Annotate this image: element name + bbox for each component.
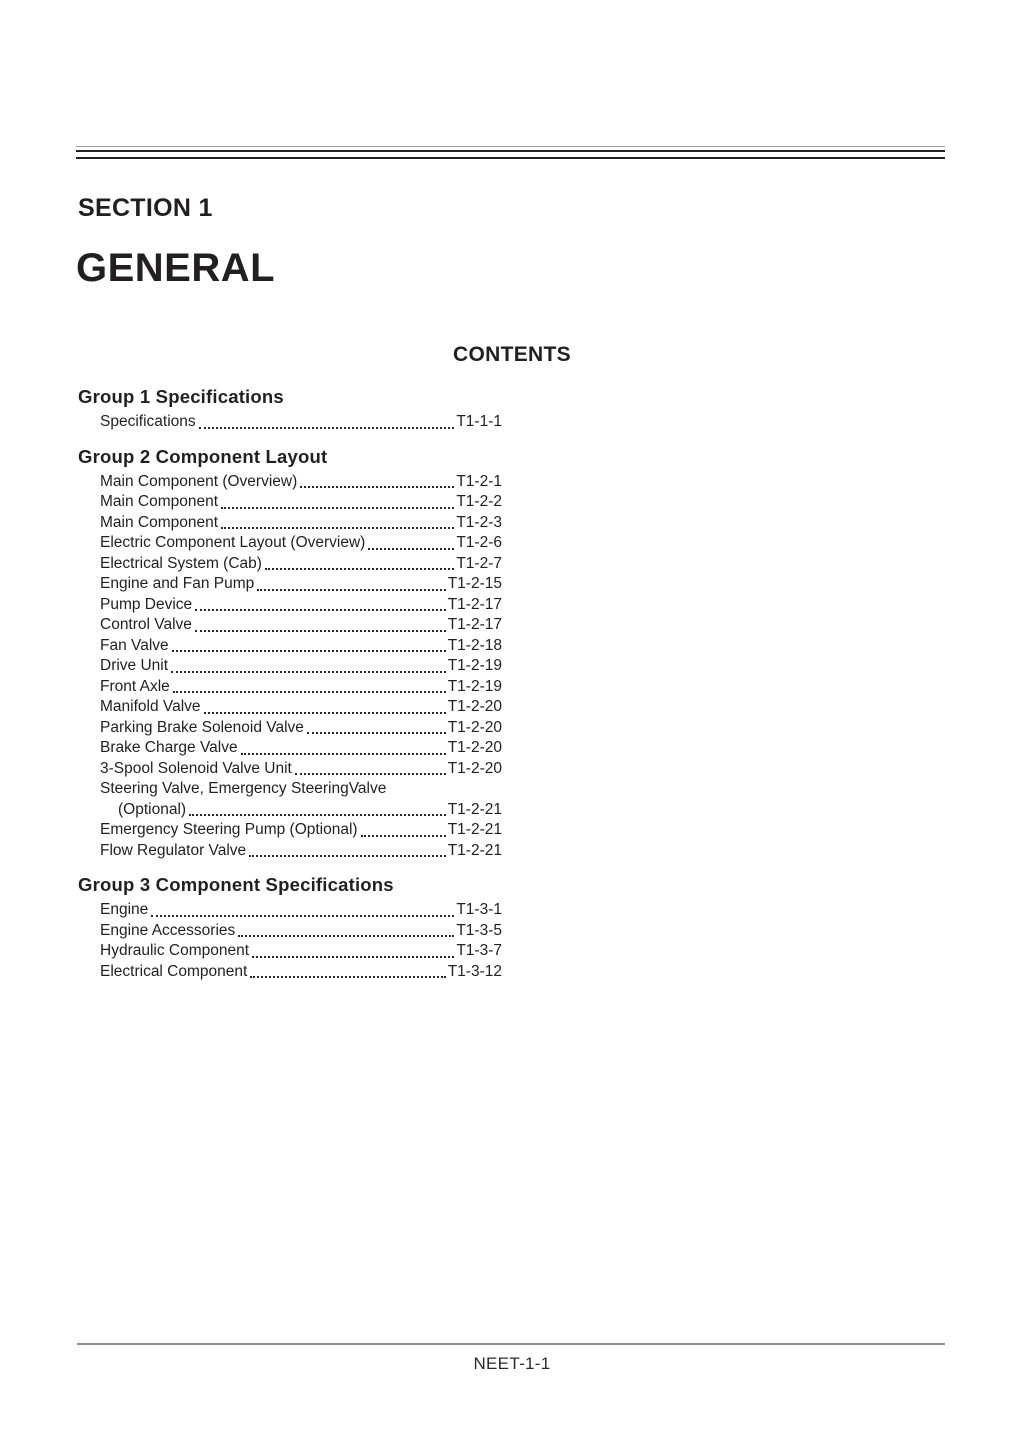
toc-entry (78, 841, 502, 862)
footer-page-code: NEET-1-1 (473, 1354, 551, 1373)
toc-entry (78, 941, 502, 962)
dotted-leader (173, 691, 446, 693)
toc-entry-label: Steering Valve, Emergency SteeringValve (100, 780, 387, 797)
toc-entry (78, 554, 502, 575)
toc-entry-label: Engine (100, 901, 149, 918)
toc-entry-label: Manifold Valve (100, 698, 201, 715)
toc-group (78, 874, 502, 982)
toc-entry (78, 779, 502, 800)
dotted-leader (252, 956, 454, 958)
toc-entry (78, 513, 502, 534)
toc-entry-label: Electric Component Layout (Overview) (100, 534, 366, 551)
toc-entry-label: Electrical System (Cab) (100, 554, 262, 572)
toc-entry-page: T1-2-3 (456, 513, 502, 531)
dotted-leader (195, 630, 446, 632)
table-of-contents (78, 386, 502, 995)
dotted-leader (241, 753, 446, 755)
toc-group-entries (78, 900, 502, 982)
toc-entry-label: Main Component (100, 493, 219, 510)
toc-entry-page: T1-3-5 (456, 921, 502, 939)
toc-group-entries (78, 472, 502, 862)
toc-entry-label: Pump Device (100, 595, 193, 613)
toc-entry-page: T1-3-7 (456, 942, 502, 959)
dotted-leader (250, 976, 445, 978)
toc-entry-page: T1-2-20 (447, 739, 502, 756)
toc-group-heading: Group 1 Specifications (78, 386, 284, 407)
toc-entry-page: T1-2-21 (447, 800, 502, 818)
toc-entry (78, 921, 502, 942)
section-label: SECTION 1 (78, 194, 213, 222)
toc-entry-label: Front Axle (100, 677, 170, 695)
dotted-leader (361, 835, 446, 837)
dotted-leader (300, 486, 454, 488)
toc-entry (78, 800, 502, 821)
toc-entry-page: T1-2-2 (456, 493, 502, 510)
dotted-leader (238, 935, 454, 937)
toc-group-heading: Group 2 Component Layout (78, 445, 328, 467)
header-rule (76, 146, 945, 159)
toc-entry-page: T1-3-1 (456, 901, 502, 918)
toc-entry (78, 738, 502, 759)
toc-entry (78, 759, 502, 780)
toc-entry (78, 492, 502, 513)
dotted-leader (295, 773, 446, 775)
toc-entry (78, 718, 502, 739)
toc-entry-page: T1-2-6 (456, 534, 502, 551)
toc-entry-label: Engine Accessories (100, 921, 236, 939)
toc-entry-label: 3-Spool Solenoid Valve Unit (100, 759, 292, 777)
toc-entry-page: T1-2-20 (447, 718, 502, 736)
toc-entry-page: T1-1-1 (456, 413, 502, 430)
dotted-leader (249, 855, 446, 857)
toc-entry (78, 472, 502, 493)
toc-entry-label: (Optional) (118, 800, 187, 818)
toc-entry-label: Hydraulic Component (100, 942, 250, 959)
toc-entry (78, 412, 502, 433)
toc-entry (78, 656, 502, 677)
toc-entry-label: Main Component (Overview) (100, 472, 298, 490)
toc-entry (78, 820, 502, 841)
toc-entry-label: Specifications (100, 413, 196, 430)
contents-heading: CONTENTS (453, 343, 571, 366)
dotted-leader (195, 609, 446, 611)
toc-entry-label: Drive Unit (100, 657, 169, 674)
toc-entry-page: T1-2-21 (447, 821, 502, 838)
toc-entry-label: Flow Regulator Valve (100, 841, 247, 859)
page-title: GENERAL (76, 246, 276, 290)
toc-entry-page: T1-2-18 (447, 636, 502, 654)
dotted-leader (368, 548, 454, 550)
toc-entry-page: T1-2-1 (456, 472, 502, 490)
dotted-leader (171, 671, 446, 673)
toc-entry (78, 962, 502, 983)
toc-entry (78, 533, 502, 554)
toc-entry-page: T1-2-7 (456, 554, 502, 572)
toc-entry-page: T1-2-20 (447, 698, 502, 715)
dotted-leader (221, 527, 454, 529)
toc-entry (78, 574, 502, 595)
toc-entry-label: Parking Brake Solenoid Valve (100, 718, 304, 736)
dotted-leader (172, 650, 446, 652)
toc-group-entries (78, 412, 502, 433)
header-rule-thick-line (76, 150, 945, 159)
toc-entry (78, 900, 502, 921)
toc-entry-page: T1-2-19 (447, 677, 502, 695)
toc-group-heading: Group 3 Component Specifications (78, 874, 394, 895)
toc-group (78, 446, 502, 862)
toc-entry-label: Fan Valve (100, 636, 169, 654)
toc-entry-label: Control Valve (100, 616, 192, 633)
dotted-leader (204, 712, 446, 714)
toc-entry (78, 595, 502, 616)
toc-entry-page: T1-2-19 (447, 657, 502, 674)
toc-entry-page: T1-2-15 (447, 575, 502, 592)
toc-entry-page: T1-2-20 (447, 759, 502, 777)
dotted-leader (189, 814, 446, 816)
toc-entry-page: T1-3-12 (447, 962, 502, 980)
dotted-leader (199, 427, 455, 429)
header-rule-thin-line (76, 146, 945, 147)
toc-entry-label: Engine and Fan Pump (100, 575, 255, 592)
toc-entry-label: Electrical Component (100, 962, 248, 980)
toc-entry-page: T1-2-17 (447, 595, 502, 613)
toc-entry-label: Emergency Steering Pump (Optional) (100, 821, 358, 838)
footer-rule (77, 1343, 945, 1345)
toc-entry-label: Main Component (100, 513, 219, 531)
dotted-leader (307, 732, 446, 734)
toc-entry-label: Brake Charge Valve (100, 739, 238, 756)
toc-entry (78, 677, 502, 698)
toc-entry (78, 615, 502, 636)
toc-entry-page: T1-2-21 (447, 841, 502, 859)
dotted-leader (257, 589, 445, 591)
toc-entry-page: T1-2-17 (447, 616, 502, 633)
toc-group (78, 386, 502, 433)
dotted-leader (265, 568, 454, 570)
toc-entry (78, 636, 502, 657)
dotted-leader (151, 915, 454, 917)
dotted-leader (221, 507, 454, 509)
toc-entry (78, 697, 502, 718)
